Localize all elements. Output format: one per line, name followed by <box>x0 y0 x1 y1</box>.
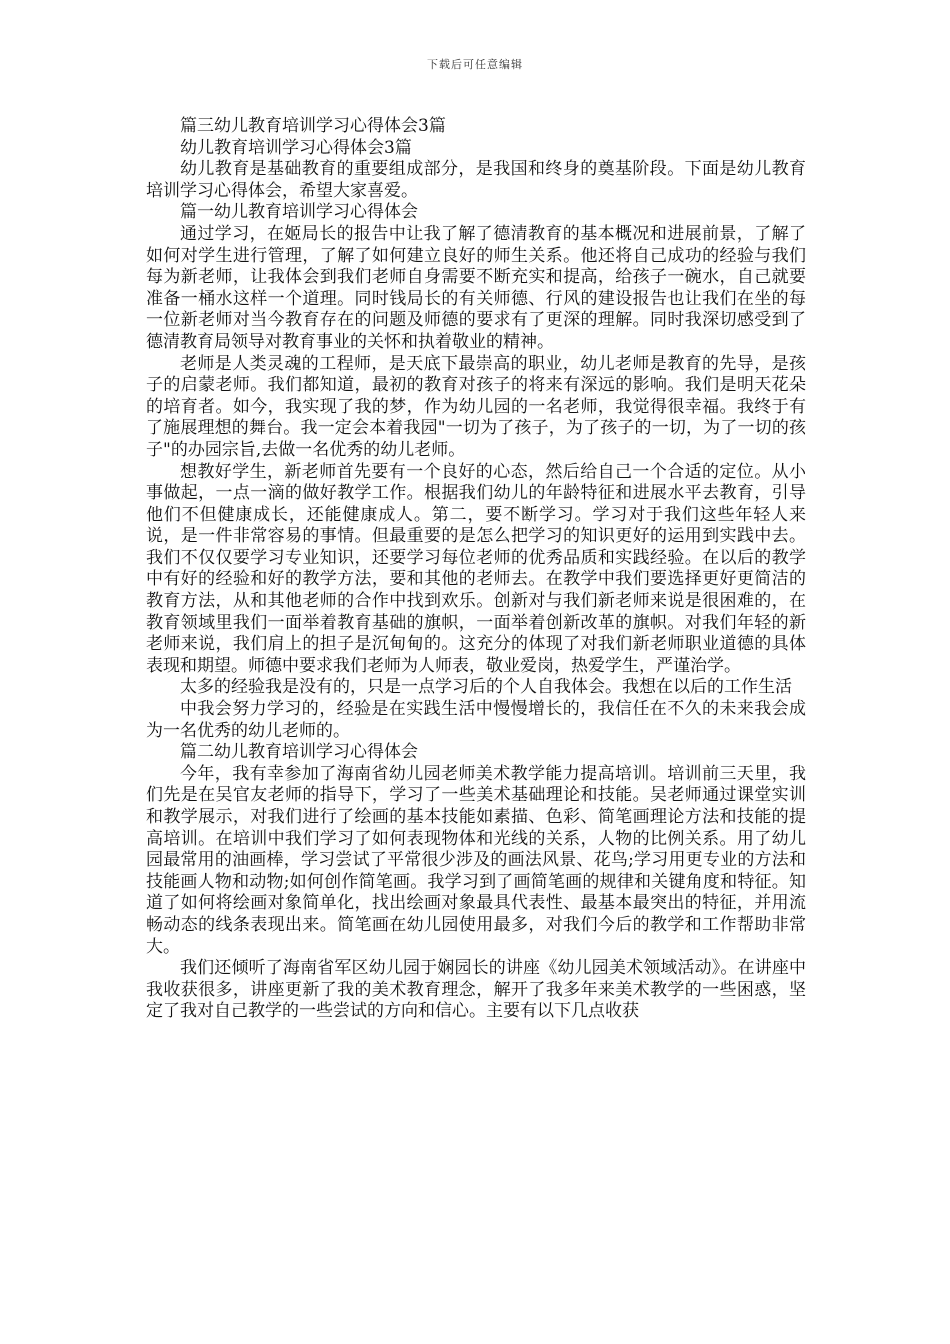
section-heading-two: 篇二幼儿教育培训学习心得体会 <box>180 742 418 763</box>
paragraph: 中我会努力学习的，经验是在实践生活中慢慢增长的，我信任在不久的未来我会成为一名优秀的幼儿老师的。 <box>146 699 806 741</box>
paragraph-intro: 幼儿教育是基础教育的重要组成部分，是我国和终身的奠基阶段。下面是幼儿教育培训学习心得体会，希望大家喜爱。 <box>146 159 806 201</box>
paragraph-subtitle: 幼儿教育培训学习心得体会3篇 <box>180 137 412 158</box>
paragraph: 太多的经验我是没有的，只是一点学习后的个人自我体会。我想在以后的工作生活 <box>180 677 792 698</box>
paragraph: 老师是人类灵魂的工程师，是天底下最崇高的职业，幼儿老师是教育的先导，是孩子的启蒙老师。我们都知道，最初的教育对孩子的将来有深远的影响。我们是明天花朵的培育者。如今，我实现了我的梦，作为幼儿园的一名老师，我觉得很幸福。我终于有了施展理想的舞台。我一定会本着我园"一切为了孩子，为了孩子的一切，为了一切的孩子"的办园宗旨,去做一名优秀的幼儿老师。 <box>146 353 806 460</box>
section-heading-one: 篇一幼儿教育培训学习心得体会 <box>180 202 418 223</box>
paragraph: 通过学习，在姬局长的报告中让我了解了德清教育的基本概况和进展前景，了解了如何对学生进行管理，了解了如何建立良好的师生关系。他还将自己成功的经验与我们每为新老师，让我体会到我们老师自身需要不断充实和提高，给孩子一碗水，自己就要准备一桶水这样一个道理。同时钱局长的有关师德、行风的建设报告也让我们在坐的每一位新老师对当今教育存在的问题及师德的要求有了更深的理解。同时我深切感受到了德清教育局领导对教育事业的关怀和执着敬业的精神。 <box>146 223 806 352</box>
paragraph-title: 篇三幼儿教育培训学习心得体会3篇 <box>180 116 446 136</box>
paragraph: 今年，我有幸参加了海南省幼儿园老师美术教学能力提高培训。培训前三天里，我们先是在吴官友老师的指导下，学习了一些美术基础理论和技能。吴老师通过课堂实训和教学展示，对我们进行了绘画的基本技能如素描、色彩、简笔画理论方法和技能的提高培训。在培训中我们学习了如何表现物体和光线的关系，人物的比例关系。用了幼儿园最常用的油画棒，学习尝试了平常很少涉及的画法风景、花鸟;学习用更专业的方法和技能画人物和动物;如何创作简笔画。我学习到了画简笔画的规律和关键角度和特征。知道了如何将绘画对象简单化，找出绘画对象最具代表性、最基本最突出的特征，并用流畅动态的线条表现出来。简笔画在幼儿园使用最多，对我们今后的教学和工作帮助非常大。 <box>146 763 806 957</box>
document-body <box>146 116 806 1023</box>
paragraph: 我们还倾听了海南省军区幼儿园于娴园长的讲座《幼儿园美术领域活动》。在讲座中我收获很多，讲座更新了我的美术教育理念，解开了我多年来美术教学的一些困惑，坚定了我对自己教学的一些尝试的方向和信心。主要有以下几点收获 <box>146 958 806 1022</box>
header-note: 下载后可任意编辑 <box>427 58 523 71</box>
paragraph: 想教好学生，新老师首先要有一个良好的心态，然后给自己一个合适的定位。从小事做起，一点一滴的做好教学工作。根据我们幼儿的年龄特征和进展水平去教育，引导他们不但健康成长，还能健康成人。第二，要不断学习。学习对于我们这些年轻人来说，是一件非常容易的事情。但最重要的是怎么把学习的知识更好的运用到实践中去。我们不仅仅要学习专业知识，还要学习每位老师的优秀品质和实践经验。在以后的教学中有好的经验和好的教学方法，要和其他的老师去。在教学中我们要选择更好更简洁的教育方法，从和其他老师的合作中找到欢乐。创新对与我们新老师来说是很困难的，在教育领域里我们一面举着教育基础的旗帜，一面举着创新改革的旗帜。对我们年轻的新老师来说，我们肩上的担子是沉甸甸的。这充分的体现了对我们新老师职业道德的具体表现和期望。师德中要求我们老师为人师表，敬业爱岗，热爱学生，严谨治学。 <box>146 461 806 676</box>
